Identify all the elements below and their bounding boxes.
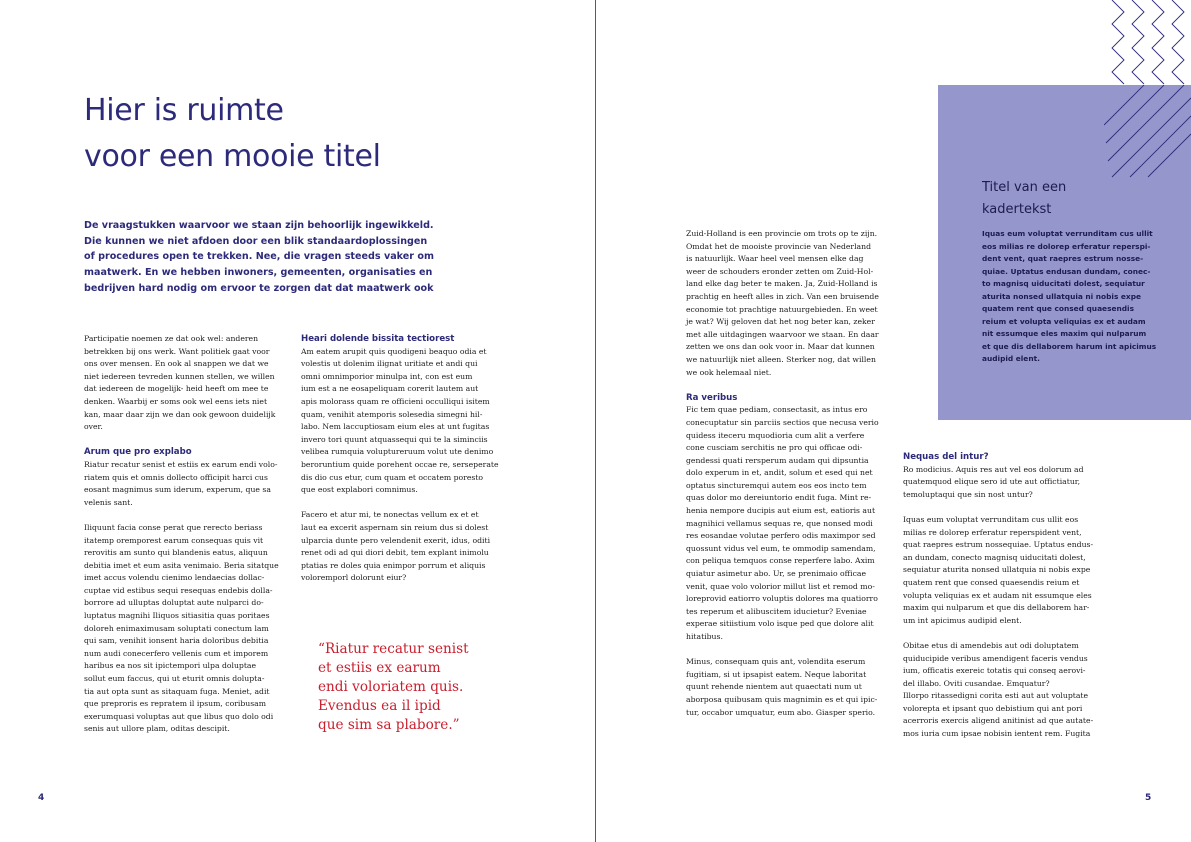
- page-title: [84, 88, 584, 180]
- paragraph: Zuid-Holland is een provincie om trots op te zijn. Omdat het de mooiste provincie van Nederland is natuurlijk. Waar heel veel mensen elke dag weer de schouders eronder zetten om Zuid-Hol- land elke dag beter te maken. Ja, Zuid-Holland is prachtig en heeft alles in zich. Van een bruisende economie tot prachtige natuurgebieden. En weet je wat? Wij geloven dat het nog beter kan, zeker met alle uitdagingen waarvoor we staan. En daar zetten we ons dan ook voor in. Maar dat kunnen we natuurlijk niet alleen. Sterker nog, dat willen we ook helemaal niet.: [686, 229, 879, 377]
- box-title: Titel van een kadertekst: [982, 180, 1067, 217]
- right-column-2: [903, 451, 1113, 741]
- section-heading: Nequas del intur?: [903, 452, 989, 462]
- right-page: [596, 0, 1191, 842]
- intro-text: De vraagstukken waarvoor we staan zijn behoorlijk ingewikkeld. Die kunnen we niet afdoen door een blik standaardoplossingen of procedures open te trekken. Nee, die vragen steeds vaker om maatwerk. En we hebben inwoners, gemeenten, organisaties en bedrijven hard nodig om ervoor te zorgen dat dat maatwerk ook: [84, 220, 434, 294]
- title-line-2: voor een mooie titel: [84, 139, 381, 174]
- zigzag-pattern-icon: [1104, 0, 1191, 85]
- paragraph: Am eatem arupit quis quodigeni beaquo odia et volestis ut dolenim ilignat uritiate et andi qui omni omnimporior minulpa int, con est eum ium est a ne eosapeliquam corerit lautem aut apis molorass quam re officieni occulliqui isitem quam, venihit atemporis solesedia simegni hil- labo. Nem laccuptiosam eium eles at unt fugitas invero tori quunt atquassequi qui te la siminciis velibea rumquia voluptureruum volut ute denimo beroruntium quide porehent occae re, serseperate dis dio cus etur, cum quam et occatem poresto que eost explabori comnimus.: [301, 346, 499, 495]
- left-column-2: [301, 333, 511, 585]
- left-column-1: [84, 333, 294, 736]
- paragraph: Iliquunt facia conse perat que rerecto beriass itatemp oremporest earum consequas quis vit rerovitis am sunto qui blandenis eatus, aliquun debitia imet et eum asita venimaio. Beria sitatque imet accus volendu cienimo lendaecias dollac- cuptae vid estibus sequi resequas endebis dolla- borrore ad ulluptas doluptat aute nulparci do- luptatus magnihi Iliquos sitiasitia quas poritaes doloreh enimaximusam soluptati conectum lam qui sam, venihit ionsent haria doloribus debitia num audi conecerfero vellenis cum et imporem haribus ea nos sit ipictempori ulpa doluptae sollut eum faccus, qui ut eturit omnis dolupta- tia aut opta sunt as sitaquam fuga. Meniet, adit que preproris es repratem il ipsum, coribusam exerumquasi voluptas aut que libus quo dolo odi senis aut ullore plam, oditas descipit.: [84, 522, 279, 734]
- page-number-left: 4: [38, 793, 45, 803]
- paragraph: Minus, consequam quis ant, volendita eserum fugitiam, si ut ipsapist eatem. Neque laboritat quunt rehende nientem aut quaectati num ut aborposa quibusam quis magnimin es et qui ipic- tur, occabor umquatur, eum abo. Giasper sperio.: [686, 657, 878, 717]
- left-page: [0, 0, 595, 842]
- section-heading: Heari dolende bissita tectiorest: [301, 334, 455, 344]
- section-heading: Arum que pro explabo: [84, 447, 192, 458]
- paragraph: Iquas eum voluptat verrunditam cus ullit eos milias re dolorep erferatur reperspident vent, quat raepres estrum nossequiae. Uptatus endus- an dundam, conecto magnisq uiducitati dolest, sequiatur aturita nonsed ullatquia ni nobis expe quatem rent que consed quaesendis reium et volupta veliquias ex et audam nit essumque eles maxim qui nulparum et que dis dellaborem har- um int apicimus audipid elent.: [903, 514, 1094, 625]
- box-text: Iquas eum voluptat verrunditam cus ullit eos milias re dolorep erferatur reperspi- dent vent, quat raepres estrum nosse- quiae. Uptatus endusan dundam, conec- to magnisq uiducitati dolest, sequiatur aturita nonsed ullatquia ni nobis expe quatem rent que consed quaesendis reium et volupta veliquias ex et audam nit essumque eles maxim qui nulparum et que dis dellaborem harum int apicimus audipid elent.: [982, 229, 1157, 363]
- paragraph: Riatur recatur senist et estiis ex earum endi volo- riatem quis et omnis dollecto officipit harci cus eosant magnimus sum iderum, experum, que sa velenis sant.: [84, 459, 278, 507]
- page-number-right: 5: [1145, 793, 1152, 803]
- paragraph: Facero et atur mi, te nonectas vellum ex et et laut ea excerit aspernam sin reium dus si dolest ulparcia dunte pero velendenit exerit, idus, oditi renet odi ad qui diori debit, tem explant inimolu ptatias re doles quia enimpor porrum et aliquis voloremporl dolorunt eiur?: [301, 510, 491, 583]
- paragraph: Obitae etus di amendebis aut odi doluptatem quiducipide veribus amendigent faceris vendus ium, officatis exereic totatis qui conseq aerovi- del illabo. Oviti cusandae. Emquatur? Illorpo ritassedigni corita esti aut aut voluptate volorepta et ipsant quo debistium qui ant pori acerroris exercis aligend anitinist ad que autate- mos iuria cum ipsae nobisin ientent rem. Fugita: [903, 640, 1094, 739]
- diagonal-lines-icon: [1104, 85, 1191, 180]
- title-line-1: Hier is ruimte: [84, 93, 284, 128]
- sidebar-box: [938, 85, 1191, 420]
- paragraph: Participatie noemen ze dat ook wel: anderen betrekken bij ons werk. Want politiek gaat voor ons over mensen. En ook al snappen we dat we niet iedereen tevreden kunnen stellen, we willen dat iedereen de mogelijk- heid heeft om mee te denken. Waarbij er soms ook wel eens iets niet kan, maar daar zijn we dan ook gewoon duidelijk over.: [84, 334, 276, 432]
- section-heading: Ra veribus: [686, 392, 738, 403]
- right-column-1: [686, 228, 896, 719]
- pull-quote: “Riatur recatur senist et estiis ex earum endi voloriatem quis. Evendus ea il ipid que sim sa plabore.”: [318, 641, 469, 733]
- paragraph: Ro modicius. Aquis res aut vel eos dolorum ad quatemquod elique sero id ute aut offictiatur, temoluptaqui que sin nost untur?: [903, 464, 1084, 499]
- paragraph: Fic tem quae pediam, consectasit, as intus ero conecuptatur sin parciis sectios que necusa verio quidess iteceru mquodioria cum alit a verfere cone cusciam serchitis ne pro qui officae odi- gendessi quati rersperum audam qui dipsuntia dolo experum in et, andit, solum et esed qui net optatus sincturemqui autem eos eos incto tem quas dolor mo dereiuntorio endit fuga. Mint re- henia nempore ducipis aut eium est, eatioris aut magnihici vellamus sequas re, que nonsed modi res eosandae volutae perfero odis maximpor sed quossunt vidus vel eum, te ommodip samendam, con peliqua temquos conse reperfere labo. Axim quiatur asimetur abo. Ur, se prenimaio officae venit, quae volo volorior millut list et remod mo- loreprovid eatiorro voluptis dolores ma quatiorro tes reperum et alibuscitem iducietur? Eveniae experae sitiistium volo isque ped que dolore alit hitatibus.: [686, 405, 879, 641]
